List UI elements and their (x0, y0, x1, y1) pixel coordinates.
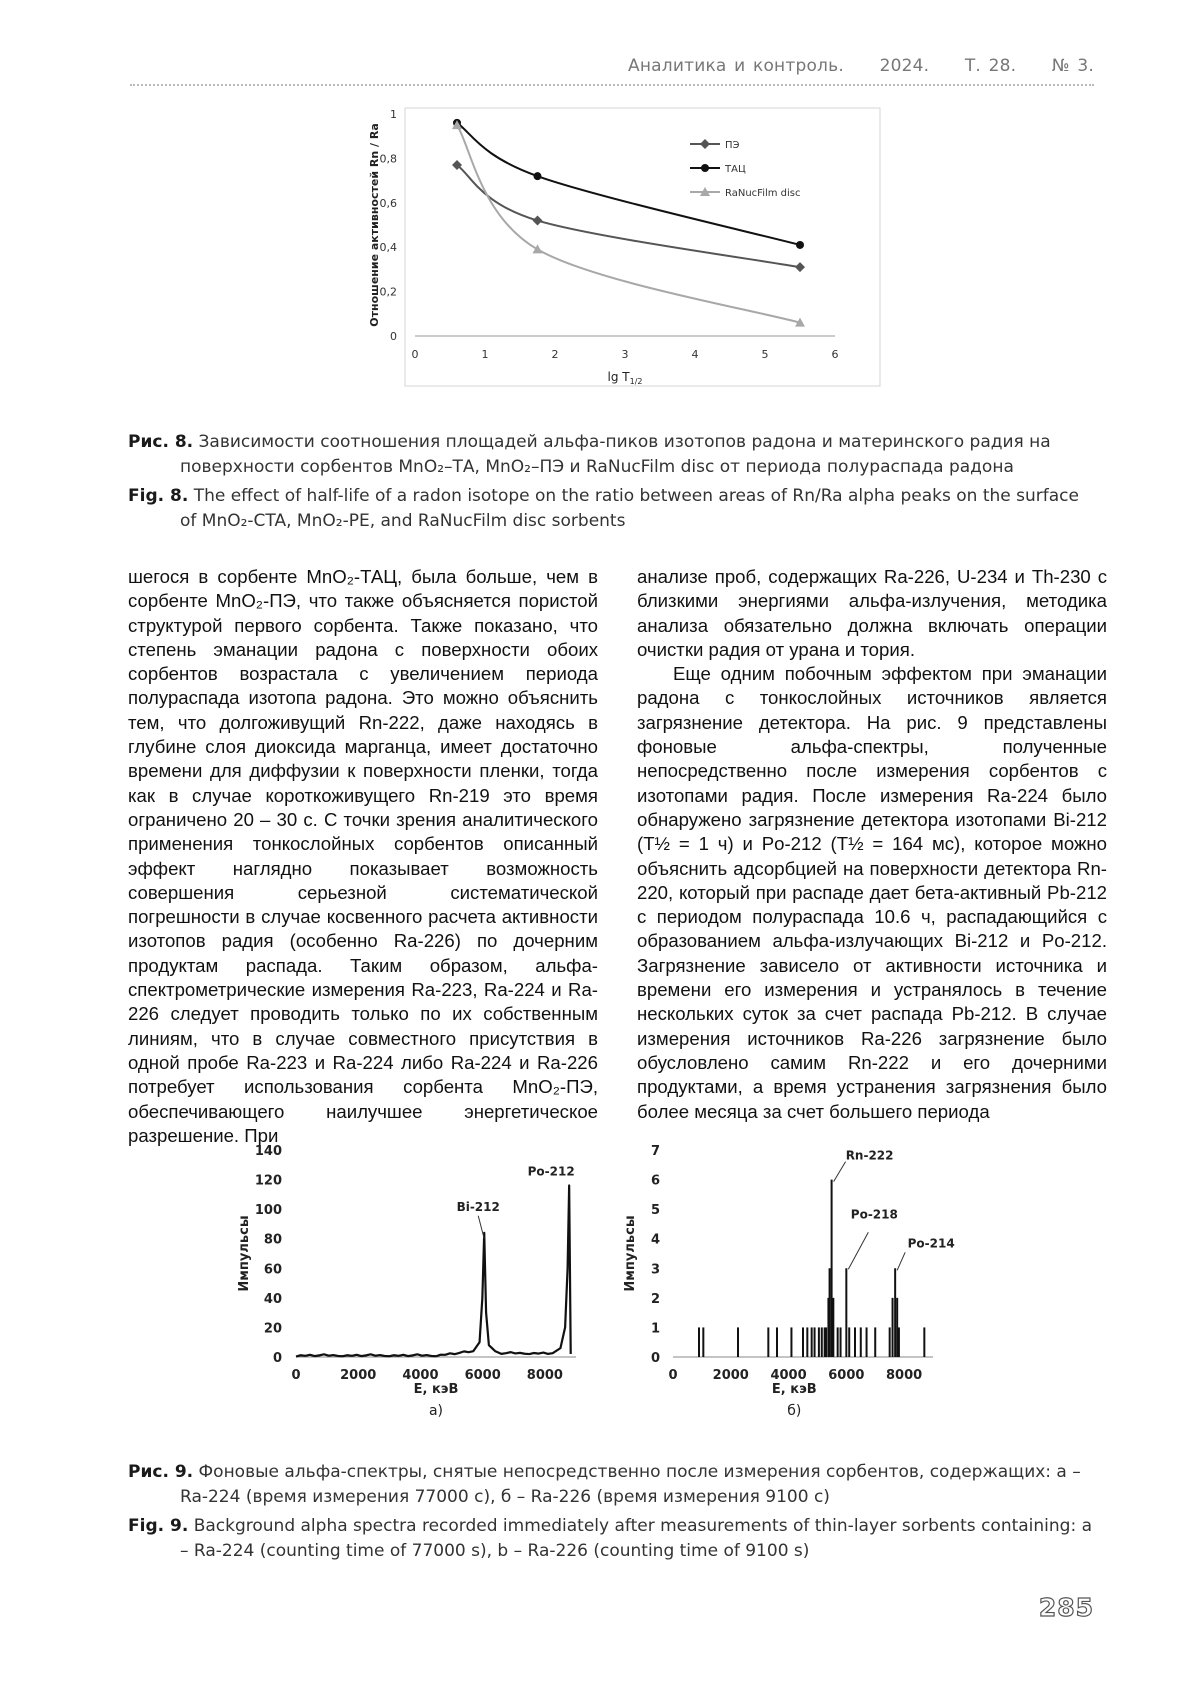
data-point (795, 262, 805, 272)
y-tick-label: 3 (650, 1262, 660, 1278)
x-tick-label: 2000 (712, 1368, 749, 1383)
y-tick-label: 0 (390, 330, 397, 343)
figure-9-caption-en (128, 1514, 1100, 1564)
x-tick-label: 0 (668, 1368, 678, 1383)
body-paragraph: Еще одним побочным эффектом при эманации радона с тонкослойных источников является загрязнение детектора. На рис. 9 представлены фоновые альфа-спектры, полученные непосредственно после измерения сорбентов с изотопами радия. После измерения Ra-224 было обнаружено загрязнение детектора изотопами Bi-212 (T½ = 1 ч) и Po-212 (T½ = 164 мс), которое можно объяснить адсорбцией на поверхности детектора Rn-220, который при распаде дает бета-активный Pb-212 с периодом полураспада 10.6 ч, распадающийся с образованием альфа-излучающих Bi-212 и Po-212. Загрязнение зависело от активности источника и времени его измерения и устранялось в течение нескольких суток за счет распада Pb-212. В случае измерения источников Ra-226 загрязнение было обусловлено самим Rn-222 и его дочерними продуктами, а время устранения загрязнения было более месяца за счет большего периода (637, 663, 1107, 1122)
legend-label: ПЭ (725, 140, 740, 151)
y-tick-label: 60 (263, 1262, 282, 1278)
y-axis-title: Импульсы (237, 1215, 252, 1292)
body-column-left (128, 565, 598, 1148)
journal-issue: № 3. (1051, 56, 1094, 76)
figure-9-caption-ru (128, 1460, 1100, 1510)
y-tick-label: 7 (650, 1144, 660, 1159)
panel-label: а) (428, 1403, 444, 1419)
x-tick-label: 3 (621, 348, 629, 361)
y-tick-label: 6 (650, 1173, 660, 1189)
y-tick-label: 1 (390, 108, 397, 121)
peak-label: Po-212 (527, 1164, 575, 1179)
figure-8-chart (365, 108, 880, 423)
x-axis-title: $\lg T_{1/2}$ (607, 370, 643, 386)
y-axis-title: Импульсы (623, 1215, 638, 1292)
peak-leader (897, 1252, 905, 1270)
figure-9a-chart (237, 1140, 598, 1445)
figure-8-caption-ru (128, 430, 1100, 480)
data-point (701, 164, 709, 172)
journal-volume: Т. 28. (964, 56, 1017, 76)
x-tick-label: 2 (551, 348, 559, 361)
data-point (534, 172, 542, 180)
spectrum-trace (296, 1185, 571, 1356)
y-tick-label: 40 (263, 1291, 282, 1307)
peak-label: Rn-222 (845, 1148, 894, 1163)
y-tick-label: 140 (254, 1144, 282, 1159)
figure-9-text-ru: Фоновые альфа-спектры, снятые непосредственно после измерения сорбентов, содержащих: а – Ra-224 (время измерения 77000 с), б – Ra-226 (время измерения 9100 с) (180, 1462, 1081, 1507)
data-point (533, 216, 543, 226)
x-tick-label: 0 (291, 1368, 301, 1383)
peak-label: Po-214 (907, 1236, 955, 1251)
x-tick-label: 5 (761, 348, 769, 361)
peak-label: Po-218 (850, 1207, 898, 1222)
x-tick-label: 8000 (886, 1368, 923, 1383)
running-header (600, 56, 1094, 76)
peak-label: Bi-212 (456, 1199, 500, 1214)
y-tick-label: 80 (263, 1232, 282, 1248)
body-paragraph: анализе проб, содержащих Ra-226, U-234 и Th-230 с близкими энергиями альфа-излучения, методика анализа обязательно должна включать операции очистки радия от урана и тория. (637, 566, 1107, 660)
x-tick-label: 1 (481, 348, 489, 361)
peak-leader (834, 1162, 846, 1182)
y-tick-label: 5 (650, 1203, 660, 1219)
x-tick-label: 0 (411, 348, 419, 361)
y-axis-title: Отношение активностей Rn / Ra (368, 123, 381, 327)
figure-8-label-ru: Рис. 8. (128, 432, 194, 452)
data-point (533, 244, 543, 253)
series-line (457, 125, 800, 323)
y-tick-label: 20 (263, 1321, 282, 1337)
panel-label: б) (787, 1403, 802, 1419)
y-tick-label: 0,6 (379, 196, 397, 210)
x-tick-label: 4000 (402, 1368, 439, 1383)
figure-9-label-ru: Рис. 9. (128, 1462, 194, 1482)
figure-8-text-ru: Зависимости соотношения площадей альфа-пиков изотопов радона и материнского радия на поверхности сорбентов MnO₂–ТА, MnO₂–ПЭ и RaNucFilm disc от периода полураспада радона (180, 432, 1051, 477)
y-tick-label: 4 (650, 1232, 660, 1248)
legend-label: RaNucFilm disc (725, 188, 801, 199)
y-tick-label: 100 (254, 1203, 282, 1219)
y-tick-label: 2 (650, 1291, 660, 1307)
data-point (700, 139, 710, 149)
series-line (457, 165, 800, 267)
x-tick-label: 2000 (340, 1368, 377, 1383)
peak-leader (478, 1216, 484, 1239)
figure-9-text-en: Background alpha spectra recorded immediately after measurements of thin-layer sorbents containing: a – Ra-224 (counting time of 77000 s), b – Ra-226 (counting time of 9100 s) (180, 1516, 1093, 1561)
y-tick-label: 0 (272, 1351, 282, 1366)
page-number: 285 (1038, 1593, 1094, 1622)
y-tick-label: 0,2 (379, 285, 397, 299)
data-point (796, 241, 804, 249)
y-tick-label: 0 (650, 1351, 660, 1366)
y-tick-label: 0,8 (379, 152, 397, 166)
x-tick-label: 8000 (526, 1368, 563, 1383)
figure-9b-chart (623, 1140, 958, 1445)
body-column-right (637, 565, 1107, 1124)
journal-year: 2024. (879, 56, 930, 76)
x-tick-label: 4 (691, 348, 699, 361)
figure-8-text-en: The effect of half-life of a radon isotope on the ratio between areas of Rn/Ra alpha peaks on the surface of MnO₂-CTA, MnO₂-PE, and RaNucFilm disc sorbents (180, 486, 1079, 531)
figure-9-label-en: Fig. 9. (128, 1516, 189, 1536)
series-2 (453, 119, 804, 249)
figure-8-caption-en (128, 484, 1100, 534)
figure-8-label-en: Fig. 8. (128, 486, 189, 506)
y-tick-label: 0,4 (379, 241, 397, 255)
series-1 (452, 139, 805, 272)
x-axis-title: E, кэВ (413, 1382, 459, 1397)
journal-name: Аналитика и контроль. (628, 56, 844, 76)
x-tick-label: 6 (831, 348, 839, 361)
x-axis-title: E, кэВ (771, 1382, 817, 1397)
peak-leader (848, 1232, 868, 1269)
chart-frame (405, 108, 880, 386)
x-tick-label: 6000 (828, 1368, 865, 1383)
body-paragraph: шегося в сорбенте MnO₂-ТАЦ, была больше, чем в сорбенте MnO₂-ПЭ, что также объясняется пористой структурой первого сорбента. Также показано, что степень эманации радона с поверхности обоих сорбентов возрастала с увеличением периода полураспада изотопа радона. Это можно объяснить тем, что долгоживущий Rn-222, даже находясь в глубине слоя диоксида марганца, имеет достаточно времени для диффузии к поверхности пленки, тогда как в случае короткоживущего Rn-219 это время ограничено 20 – 30 с. С точки зрения аналитического применения тонкослойных сорбентов описанный эффект наглядно показывает возможность совершения серьезной систематической погрешности в случае косвенного расчета активности изотопов радия (особенно Ra-226) по дочерним продуктам распада. Таким образом, альфа-спектрометрические измерения Ra-223, Ra-224 и Ra-226 следует проводить только по их собственным линиям, что в случае совместного присутствия в одной пробе Ra-223 и Ra-224 либо Ra-224 и Ra-226 потребует использования сорбента MnO₂-ПЭ, обеспечивающего наилучшее энергетическое разрешение. При (128, 566, 598, 1146)
series-3 (452, 120, 805, 327)
y-tick-label: 1 (650, 1321, 660, 1337)
x-tick-label: 4000 (770, 1368, 807, 1383)
legend-label: ТАЦ (725, 164, 746, 175)
x-tick-label: 6000 (464, 1368, 501, 1383)
y-tick-label: 120 (254, 1173, 282, 1189)
header-divider (130, 84, 1094, 86)
